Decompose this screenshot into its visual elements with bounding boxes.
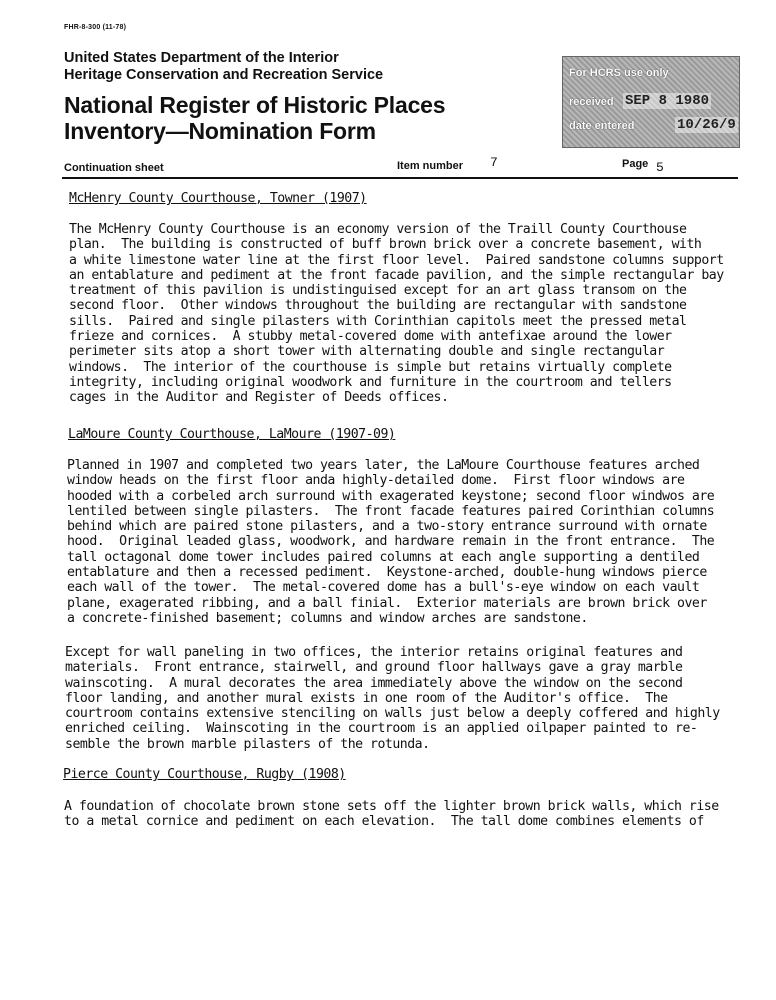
- form-title-line1: National Register of Historic Places: [64, 92, 446, 118]
- header-rule: [62, 177, 738, 179]
- date-entered-label: date entered: [569, 120, 635, 132]
- form-title: [64, 92, 445, 144]
- form-code: FHR-8-300 (11-78): [64, 24, 127, 31]
- agency-service: Heritage Conservation and Recreation Service: [64, 67, 384, 83]
- section-heading-pierce: Pierce County Courthouse, Rugby (1908): [63, 767, 346, 782]
- date-entered-stamp: 10/26/9: [677, 117, 736, 133]
- agency-block: [64, 50, 383, 84]
- item-number-label: Item number: [397, 160, 464, 172]
- paragraph-lamoure-interior: Except for wall paneling in two offices, the interior retains original features and materials. Front entrance, stairwell, and ground floor hallways gave a gray marble wainscoting. A mural decorates the area immediately above the window on the second floor landing, and another mural exists in one room of the Auditor's office. The courtroom contains extensive stenciling on walls just below a deeply coffered and highly enriched ceiling. Wainscoting in the courtroom is an applied oilpaper painted to re- semble the brown marble pilasters of the rotunda.: [65, 645, 720, 752]
- continuation-sheet-label: Continuation sheet: [64, 162, 164, 174]
- section-heading-mchenry: McHenry County Courthouse, Towner (1907): [69, 191, 367, 206]
- paragraph-pierce: A foundation of chocolate brown stone sets off the lighter brown brick walls, which rise to a metal cornice and pediment on each elevation. The tall dome combines elements of: [64, 799, 719, 830]
- form-title-line2: Inventory—Nomination Form: [64, 118, 376, 144]
- hcrs-use-label: For HCRS use only: [569, 67, 669, 79]
- section-heading-lamoure: LaMoure County Courthouse, LaMoure (1907-09): [68, 427, 396, 442]
- agency-department: United States Department of the Interior: [64, 50, 339, 66]
- page-number-value: 5: [656, 160, 664, 175]
- received-stamp: SEP 8 1980: [625, 93, 710, 109]
- item-number-value: 7: [490, 155, 498, 170]
- paragraph-lamoure-exterior: Planned in 1907 and completed two years later, the LaMoure Courthouse features arched window heads on the first floor anda highly-detailed dome. First floor windows are hooded with a corbeled arch surround with exagerated keystone; second floor windwos are lentiled between single pilasters. The front facade features paired Corinthian columns behind which are paired stone pilasters, and a two-story entrance surround with ornate hood. Original leaded glass, woodwork, and hardware remain in the front entrance. The tall octagonal dome tower includes paired columns at each angle supporting a dentiled entablature and then a recessed pediment. Keystone-arched, double-hung windows pierce each wall of the tower. The metal-covered dome has a bull's-eye window on each vault plane, exagerated ribbing, and a ball finial. Exterior materials are brown brick over a concrete-finished basement; columns and window arches are sandstone.: [67, 458, 715, 626]
- paragraph-mchenry: The McHenry County Courthouse is an economy version of the Traill County Courthouse plan. The building is constructed of buff brown brick over a concrete basement, with a white limestone water line at the first floor level. Paired sandstone columns support an entablature and pediment at the front facade pavilion, and the simple rectangular bay treatment of this pavilion is undistinguised except for an art glass transom on the second floor. Other windows throughout the building are rectangular with sandstone sills. Paired and single pilasters with Corinthian capitols meet the pressed metal frieze and cornices. A stubby metal-covered dome with antefixae around the lower perimeter sits atop a short tower with alternating double and single rectangular windows. The interior of the courthouse is simple but retains virtually complete integrity, including original woodwork and furniture in the courtroom and tellers cages in the Auditor and Register of Deeds offices.: [69, 222, 724, 406]
- received-label: received: [569, 96, 614, 108]
- hcrs-use-box: [562, 56, 740, 148]
- page-label: Page: [622, 158, 649, 170]
